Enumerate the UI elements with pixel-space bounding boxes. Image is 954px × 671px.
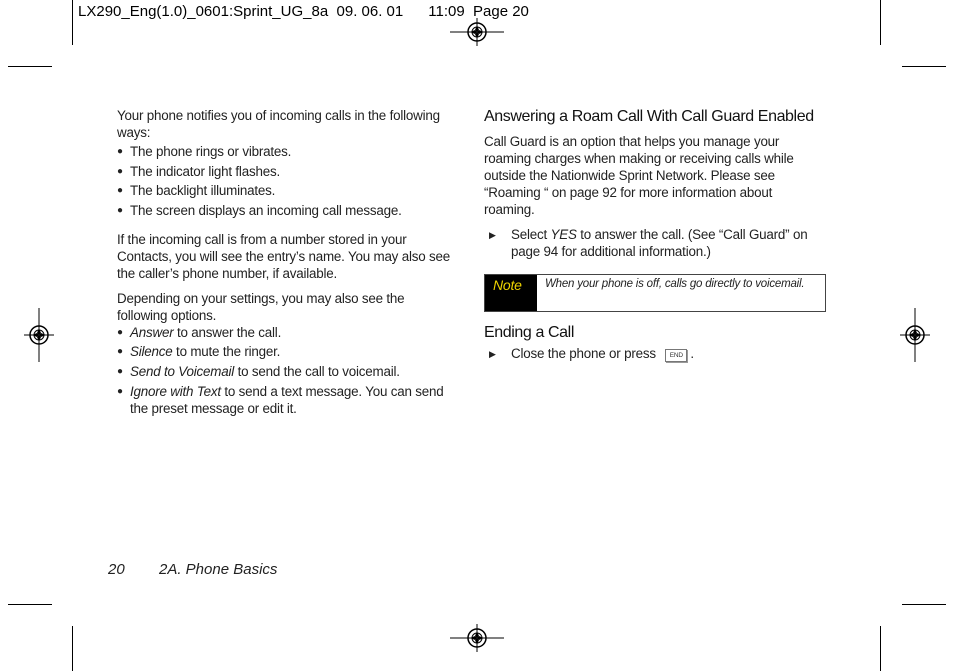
step-text: .: [690, 346, 694, 361]
option-term: YES: [550, 227, 577, 242]
left-column: [117, 107, 457, 425]
step-list: [484, 226, 826, 260]
option-term: Answer: [130, 324, 174, 340]
list-item: [117, 324, 457, 341]
option-desc: to send the call to voicemail.: [234, 363, 400, 379]
list-item: ● The indicator light flashes.: [117, 163, 457, 180]
step-text: to answer the call. (See “Call Guard” on page 94 for additional information.): [511, 227, 808, 259]
note-box: [484, 274, 826, 312]
option-desc: to answer the call.: [173, 324, 282, 340]
crop-mark: [880, 626, 881, 671]
options-list: [117, 324, 457, 417]
intro-paragraph: Your phone notifies you of incoming calls in the following ways:: [117, 108, 440, 140]
contacts-paragraph: If the incoming call is from a number stored in your Contacts, you will see the entry’s name. You may also see the caller’s phone number, if available.: [117, 231, 450, 281]
list-item: ● The phone rings or vibrates.: [117, 143, 457, 160]
crop-mark: [902, 66, 946, 67]
crop-mark: [8, 66, 52, 67]
end-key-icon: END: [665, 349, 687, 362]
right-column: [484, 106, 826, 370]
option-term: Silence: [130, 344, 173, 360]
note-label: Note: [485, 275, 537, 311]
list-item: ● The screen displays an incoming call message.: [117, 202, 457, 219]
crop-mark: [880, 0, 881, 45]
call-guard-paragraph: Call Guard is an option that helps you manage your roaming charges when making or receiving calls while outside the Nationwide Sprint Network. Please see “Roaming “ on page 92 for more information about roaming.: [484, 134, 794, 217]
list-item: [117, 363, 457, 380]
option-term: Send to Voicemail: [130, 363, 235, 379]
crop-mark: [8, 604, 52, 605]
options-paragraph: Depending on your settings, you may also see the following options.: [117, 290, 405, 323]
option-desc: to mute the ringer.: [172, 344, 281, 360]
step-item: [484, 345, 826, 362]
crop-mark: [72, 626, 73, 671]
notification-list: [117, 143, 457, 219]
page-number: 20: [108, 561, 125, 578]
section-heading: Ending a Call: [484, 324, 574, 341]
note-text: When your phone is off, calls go directly to voicemail.: [545, 278, 805, 290]
option-term: Ignore with Text: [130, 383, 221, 399]
page-footer: [108, 561, 277, 578]
list-item: ● The backlight illuminates.: [117, 182, 457, 199]
registration-mark-icon: [450, 622, 504, 654]
registration-mark-icon: [450, 16, 504, 48]
print-slug: LX290_Eng(1.0)_0601:Sprint_UG_8a 09. 06. 01 11:09 Page 20: [78, 3, 529, 20]
step-text: Close the phone or press: [511, 346, 660, 361]
registration-mark-icon: [24, 308, 54, 362]
step-item: [484, 226, 826, 260]
list-item: [117, 383, 457, 417]
list-item: [117, 343, 457, 360]
section-heading: Answering a Roam Call With Call Guard Enabled: [484, 108, 814, 125]
registration-mark-icon: [900, 308, 930, 362]
step-text: Select: [511, 227, 551, 242]
section-name: 2A. Phone Basics: [159, 561, 278, 578]
option-desc: to send a text message. You can send the preset message or edit it.: [130, 383, 444, 416]
step-list: [484, 345, 826, 362]
crop-mark: [72, 0, 73, 45]
crop-mark: [902, 604, 946, 605]
